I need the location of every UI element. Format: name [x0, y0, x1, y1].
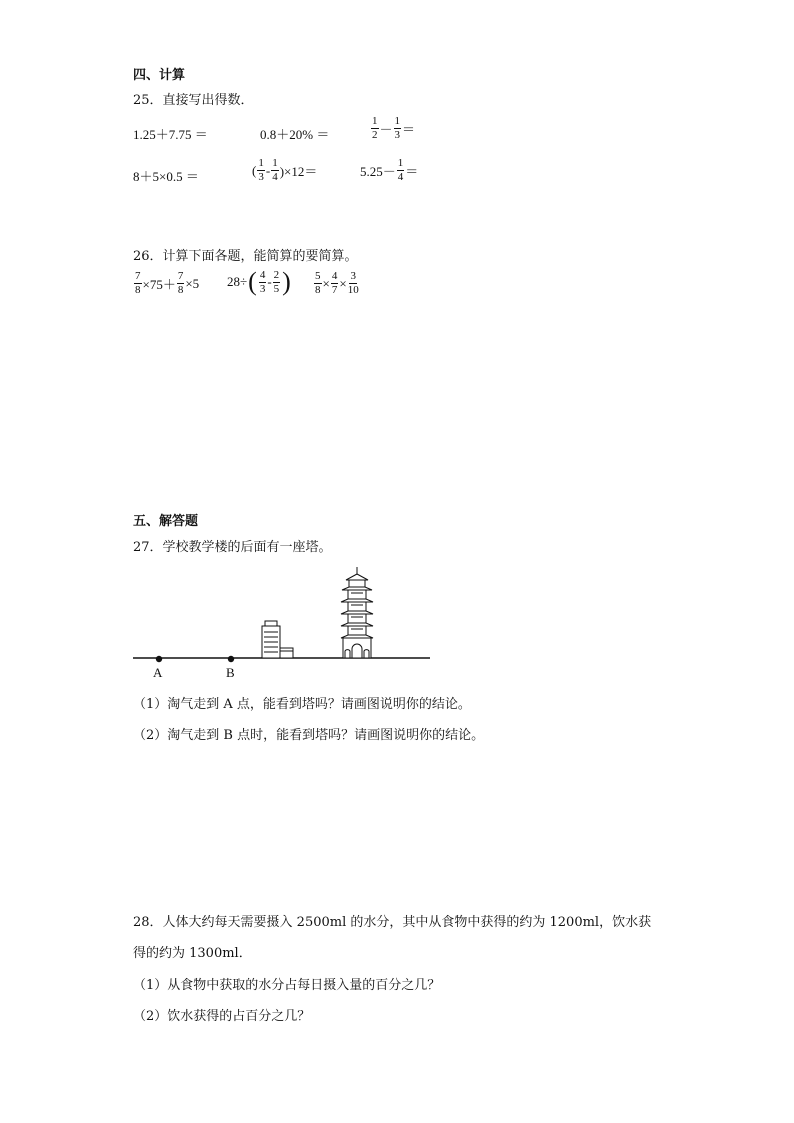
pagoda-tower-icon: [341, 567, 373, 658]
expr-25-2: [260, 124, 329, 143]
expression-tail: )×12＝: [279, 164, 318, 179]
equals-sign: ＝: [402, 122, 416, 137]
fraction-denominator: 10: [347, 284, 359, 296]
fraction: [331, 271, 339, 296]
point-b-dot: [228, 656, 234, 662]
fraction: [394, 116, 402, 141]
expr-25-1: [133, 124, 208, 143]
fraction-denominator: 7: [331, 284, 338, 296]
expr-26-2: [227, 269, 292, 295]
fraction-numerator: 1: [372, 115, 378, 127]
point-a-dot: [156, 656, 162, 662]
fraction-numerator: 7: [135, 270, 141, 282]
section-5-heading: 五、解答题: [133, 514, 199, 529]
fraction-numerator: 4: [259, 268, 266, 281]
fraction-denominator: 3: [394, 129, 401, 141]
fraction: [259, 270, 267, 295]
fraction: [177, 271, 185, 296]
fraction-denominator: 8: [177, 284, 184, 296]
expr-25-3: [370, 116, 415, 141]
expr-26-3: [313, 271, 360, 296]
question-27-prompt: 27．学校教学楼的后面有一座塔。: [133, 540, 332, 555]
fraction-numerator: 7: [177, 270, 184, 282]
expr-25-4: [133, 166, 199, 185]
expr-25-4-text: 8＋5×0.5 ＝: [133, 169, 199, 184]
fraction-denominator: 8: [135, 284, 141, 296]
point-a-label: A: [153, 665, 163, 680]
fraction-denominator: 4: [272, 171, 278, 183]
fraction-numerator: 1: [272, 157, 278, 169]
fraction: [348, 271, 359, 296]
fraction-numerator: 3: [350, 270, 356, 282]
fraction: [397, 158, 405, 183]
fraction-numerator: 1: [258, 157, 264, 169]
fraction-numerator: 2: [273, 268, 280, 281]
school-building-icon: [262, 621, 293, 658]
question-28-line-1: 28．人体大约每天需要摄入 2500ml 的水分，其中从食物中获得的约为 1200ml，饮水获: [133, 915, 652, 930]
question-28-sub-2: （2）饮水获得的占百分之几？: [133, 1009, 311, 1024]
question-27-sub-1: （1）淘气走到 A 点，能看到塔吗？请画图说明你的结论。: [133, 697, 471, 712]
fraction-denominator: 4: [397, 171, 404, 183]
fraction-numerator: 4: [331, 270, 338, 282]
fraction: [257, 158, 265, 183]
expression-lead: 5.25－: [360, 164, 396, 179]
expr-25-6: [360, 158, 418, 183]
expr-26-1: [133, 271, 199, 296]
section-4-heading: 四、计算: [133, 68, 186, 83]
fraction-numerator: 1: [397, 157, 404, 169]
question-28-line-2: 得的约为 1300ml．: [133, 946, 252, 961]
question-25-prompt: 25．直接写出得数．: [133, 93, 254, 108]
tower-building-figure: [130, 563, 435, 683]
expression-lead: 28÷: [227, 274, 248, 289]
operator: －: [379, 122, 393, 137]
operator: ×: [339, 275, 347, 291]
fraction-denominator: 3: [259, 282, 266, 295]
fraction-denominator: 2: [372, 129, 378, 141]
fraction: [273, 270, 281, 295]
close-paren: ): [282, 267, 291, 296]
operator: ×: [322, 275, 330, 291]
fraction: [371, 116, 379, 141]
fraction-denominator: 3: [258, 171, 264, 183]
expr-25-5: [252, 158, 317, 183]
operator: -: [265, 162, 271, 178]
fraction: [134, 271, 142, 296]
open-paren: (: [252, 162, 257, 178]
expr-25-1-text: 1.25＋7.75 ＝: [133, 127, 208, 142]
question-28-sub-1: （1）从食物中获取的水分占每日摄入量的百分之几？: [133, 978, 441, 993]
fraction: [271, 158, 279, 183]
fraction: [314, 271, 322, 296]
expression-middle: ×75＋: [142, 277, 176, 292]
fraction-denominator: 8: [315, 284, 321, 296]
expression-tail: ×5: [185, 275, 200, 291]
point-b-label: B: [226, 665, 235, 680]
expr-25-2-text: 0.8＋20% ＝: [260, 127, 330, 142]
fraction-numerator: 5: [315, 270, 321, 282]
question-26-prompt: 26．计算下面各题，能简算的要简算。: [133, 249, 358, 264]
open-paren: (: [248, 267, 257, 296]
equals-sign: ＝: [405, 164, 419, 179]
operator: -: [267, 274, 272, 289]
fraction-denominator: 5: [273, 282, 280, 295]
question-27-sub-2: （2）淘气走到 B 点时，能看到塔吗？请画图说明你的结论。: [133, 728, 485, 743]
fraction-numerator: 1: [394, 115, 401, 127]
